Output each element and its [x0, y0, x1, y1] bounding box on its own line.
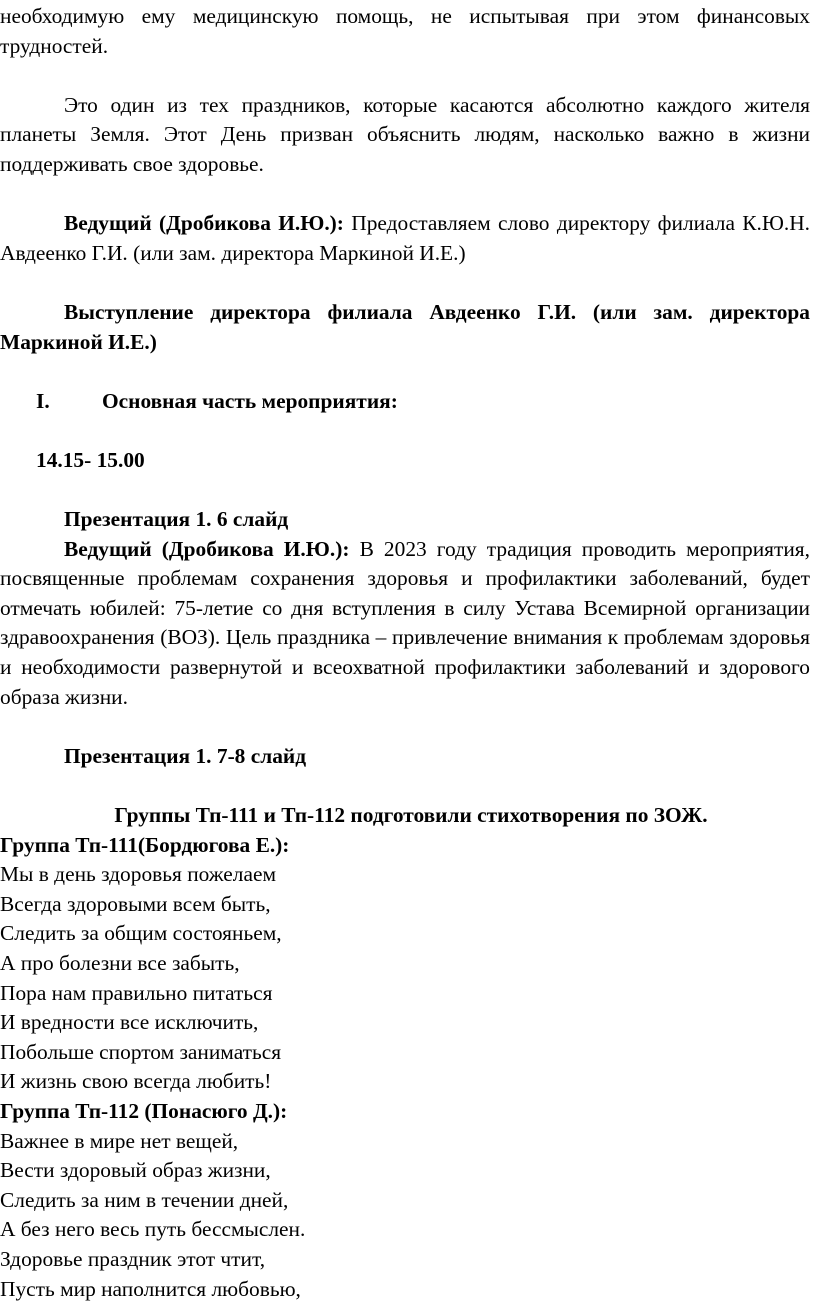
director-speech-heading: Выступление директора филиала Авдеенко Г.И. (или зам. директора Маркиной И.Е.) [0, 299, 810, 354]
poem-line: И вредности все исключить, [0, 1010, 259, 1035]
speaker-label: Ведущий (Дробикова И.Ю.): [64, 211, 344, 236]
paragraph-holiday: Это один из тех праздников, которые касаются абсолютно каждого жителя планеты Земля. Этот День призван объяснить людям, насколько важно в жизни поддерживать свое здоровье. [0, 92, 810, 176]
poem-group-111 [0, 831, 810, 1097]
paragraph-continuation: необходимую ему медицинскую помощь, не испытывая при этом финансовых трудностей. [0, 4, 810, 58]
paragraph-host-who [0, 535, 810, 713]
speaker-label: Ведущий (Дробикова И.Ю.): [64, 536, 350, 561]
poem-line: Следить за ним в течении дней, [0, 1187, 289, 1212]
paragraph-director-speech [0, 298, 810, 357]
poem-line: Мы в день здоровья пожелаем [0, 862, 276, 887]
poem-line: А без него весь путь бессмыслен. [0, 1217, 306, 1242]
groups-heading: Группы Тп-111 и Тп-112 подготовили стихотворения по ЗОЖ. [114, 803, 708, 828]
poem-line: Всегда здоровыми всем быть, [0, 891, 271, 916]
speech-text: Предоставляем слово директору филиала К.Ю.Н. Авдеенко Г.И. (или зам. директора Маркиной И.Е.) [0, 211, 810, 265]
time-range: 14.15- 15.00 [36, 447, 145, 472]
poem-line: А про болезни все забыть, [0, 951, 240, 975]
poem-title: Группа Тп-111(Бордюгова Е.): [0, 832, 290, 857]
slide-label-1: Презентация 1. 6 слайд [64, 507, 289, 532]
poem-line: Здоровье праздник этот чтит, [0, 1246, 266, 1271]
poem-line: Побольше спортом заниматься [0, 1039, 282, 1064]
poem-title: Группа Тп-112 (Понасюго Д.): [0, 1098, 288, 1123]
poem-line: И жизнь свою всегда любить! [0, 1069, 272, 1094]
poem-line: Важнее в мире нет вещей, [0, 1128, 239, 1153]
slide-label-2: Презентация 1. 7-8 слайд [64, 743, 307, 768]
section-heading [0, 387, 810, 417]
poem-line: Пусть мир наполнится любовью, [0, 1276, 301, 1301]
poem-group-112 [0, 1097, 810, 1304]
poem-line: Следить за общим состояньем, [0, 921, 282, 946]
section-number: I. [36, 388, 50, 413]
section-title: Основная часть мероприятия: [102, 388, 398, 413]
poem-line: Вести здоровый образ жизни, [0, 1158, 271, 1183]
paragraph-host-intro [0, 209, 810, 268]
poem-line: Пора нам правильно питаться [0, 980, 273, 1005]
speech-text: В 2023 году традиция проводить мероприятия, посвященные проблемам сохранения здоровья и профилактики заболеваний, будет отмечать юбилей: 75-летие со дня вступления в силу Устава Всемирной организации здравоохранения (ВОЗ). Цель праздника – привлечение внимания к проблемам здоровья и необходимости развернутой и всеохватной профилактики заболеваний и здорового образа жизни. [0, 536, 810, 709]
